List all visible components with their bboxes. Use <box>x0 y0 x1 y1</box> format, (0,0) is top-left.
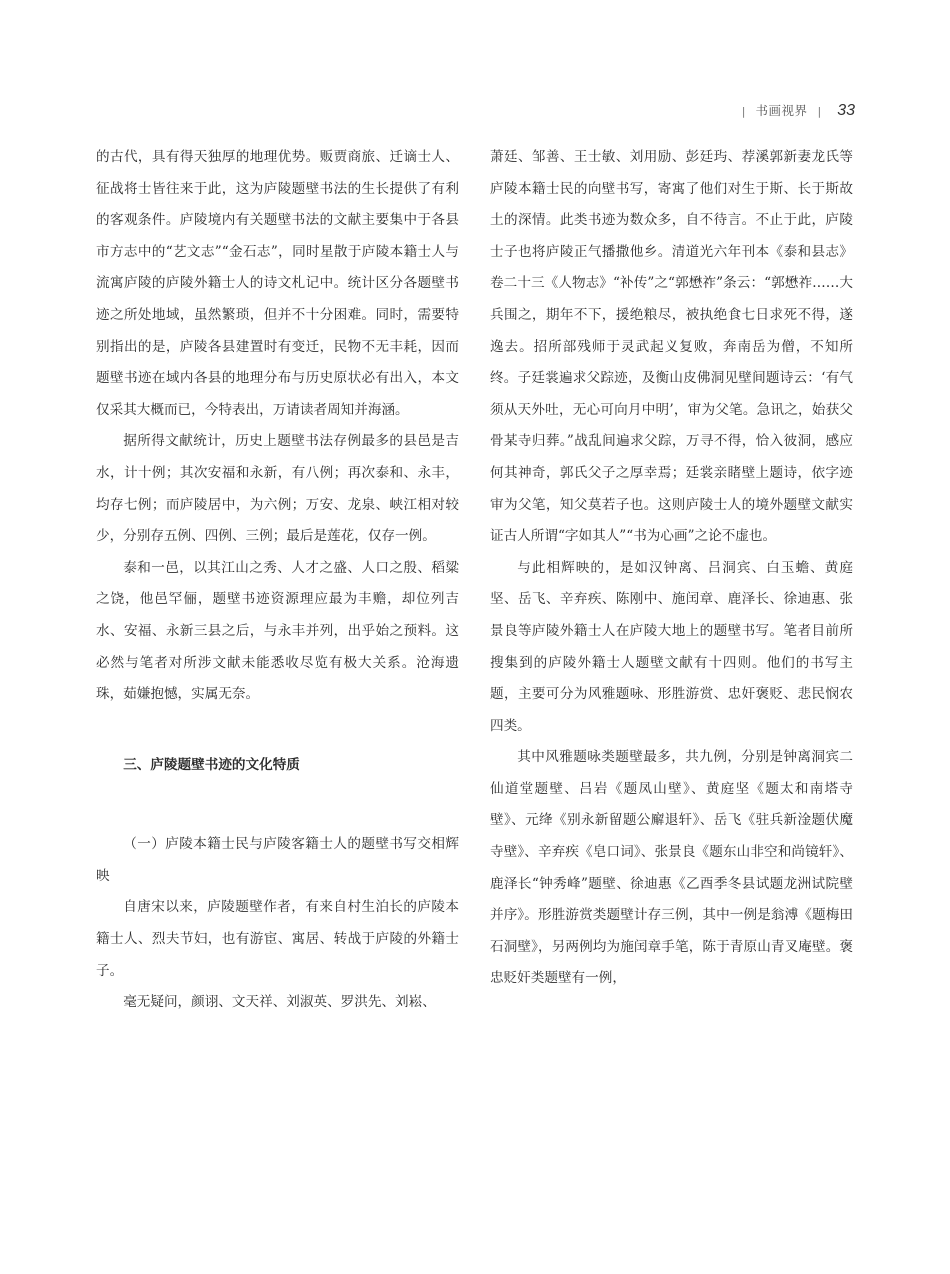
paragraph: 泰和一邑，以其江山之秀、人才之盛、人口之殷、稻粱之饶，他邑罕俪，题壁书迹资源理应最为丰赡，却位列吉水、安福、永新三县之后，与永丰并列，出乎始之预料。这必然与笔者对所涉文献未能悉收尽览有极大关系。沧海遗珠，茹嫌抱憾，实属无奈。 <box>96 559 459 703</box>
left-column <box>96 142 459 1019</box>
header-separator-right: | <box>817 105 822 118</box>
paragraph: 其中风雅题咏类题壁最多，共九例，分别是钟离洞宾二仙道堂题壁、吕岩《题凤山壁》、黄庭坚《题太和南塔寺壁》、元绛《别永新留题公廨退轩》、岳飞《驻兵新淦题伏魔寺壁》、辛弃疾《皂口词》、张景良《题东山非空和尚镜轩》、鹿泽长“钟秀峰”题壁、徐迪惠《乙酉季冬县试题龙洲试院壁并序》。形胜游赏类题壁计存三例，其中一例是翁溥《题梅田石洞壁》，另两例均为施闰章手笔，陈于青原山青叉庵壁。褒忠贬奸类题壁有一例， <box>490 749 853 987</box>
section-title: 书画视界 <box>755 103 808 118</box>
paragraph: 的古代，具有得天独厚的地理优势。贩贾商旅、迁谪士人、征战将士皆往来于此，这为庐陵题壁书法的生长提供了有利的客观条件。庐陵境内有关题壁书法的文献主要集中于各县市方志中的“艺文志”“金石志”，同时星散于庐陵本籍士人与流寓庐陵的庐陵外籍士人的诗文札记中。统计区分各题壁书迹之所处地域，虽然繁琐，但并不十分困难。同时，需要特别指出的是，庐陵各县建置时有变迁，民物不无丰耗，因而题壁书迹在域内各县的地理分布与历史原状必有出入，本文仅采其大概而已，今特表出，万请读者周知并海涵。 <box>96 149 459 418</box>
page-number: 33 <box>837 102 855 119</box>
paragraph: 与此相辉映的，是如汉钟离、吕洞宾、白玉蟾、黄庭坚、岳飞、辛弃疾、陈刚中、施闰章、鹿泽长、徐迪惠、张景良等庐陵外籍士人在庐陵大地上的题壁书写。笔者目前所搜集到的庐陵外籍士人题壁文献有十四则。他们的书写主题，主要可分为风雅题咏、形胜游赏、忠奸褒贬、悲民悯农四类。 <box>490 559 853 734</box>
paragraph: 毫无疑问，颜诩、文天祥、刘淑英、罗洪先、刘崧、 <box>123 994 436 1011</box>
paragraph: 自唐宋以来，庐陵题壁作者，有来自村生泊长的庐陵本籍士人、烈夫节妇，也有游宦、寓居、转战于庐陵的外籍士子。 <box>96 899 459 979</box>
paragraph: 萧廷、邹善、王士敏、刘用励、彭廷玙、荐溪郭新妻龙氏等庐陵本籍士民的向壁书写，寄寓了他们对生于斯、长于斯故土的深情。此类书迹为数众多，自不待言。不止于此，庐陵士子也将庐陵正气播撒他乡。清道光六年刊本《泰和县志》卷二十三《人物志》“补传”之“郭懋祚”条云：“郭懋祚……大兵围之，期年不下，援绝粮尽，被执绝食七日求死不得，遂逸去。招所部残师于灵武起义复败，奔南岳为僧，不知所终。子廷裳遍求父踪迹，及衡山皮佛洞见壁间题诗云：‘有气须从天外吐，无心可向月中明’，审为父笔。急讯之，始获父骨某寺归葬。”战乱间遍求父踪，万寻不得，恰入彼洞，感应何其神奇，郭氏父子之厚幸焉；廷裳亲睹壁上题诗，依字迹审为父笔，知父莫若子也。这则庐陵士人的境外题壁文献实证古人所谓“字如其人”“书为心画”之论不虚也。 <box>490 149 853 545</box>
right-column <box>490 142 853 995</box>
paragraph: 据所得文献统计，历史上题壁书法存例最多的县邑是吉水，计十例；其次安福和永新，有八例；再次泰和、永丰，均存七例；而庐陵居中，为六例；万安、龙泉、峡江相对较少，分别存五例、四例、三例；最后是莲花，仅存一例。 <box>96 433 459 545</box>
header-separator-left: | <box>741 105 746 118</box>
section-heading: 三、庐陵题壁书迹的文化特质 <box>123 756 300 773</box>
running-header <box>742 101 855 120</box>
subsection-heading: （一）庐陵本籍士民与庐陵客籍士人的题壁书写交相辉映 <box>96 836 459 884</box>
